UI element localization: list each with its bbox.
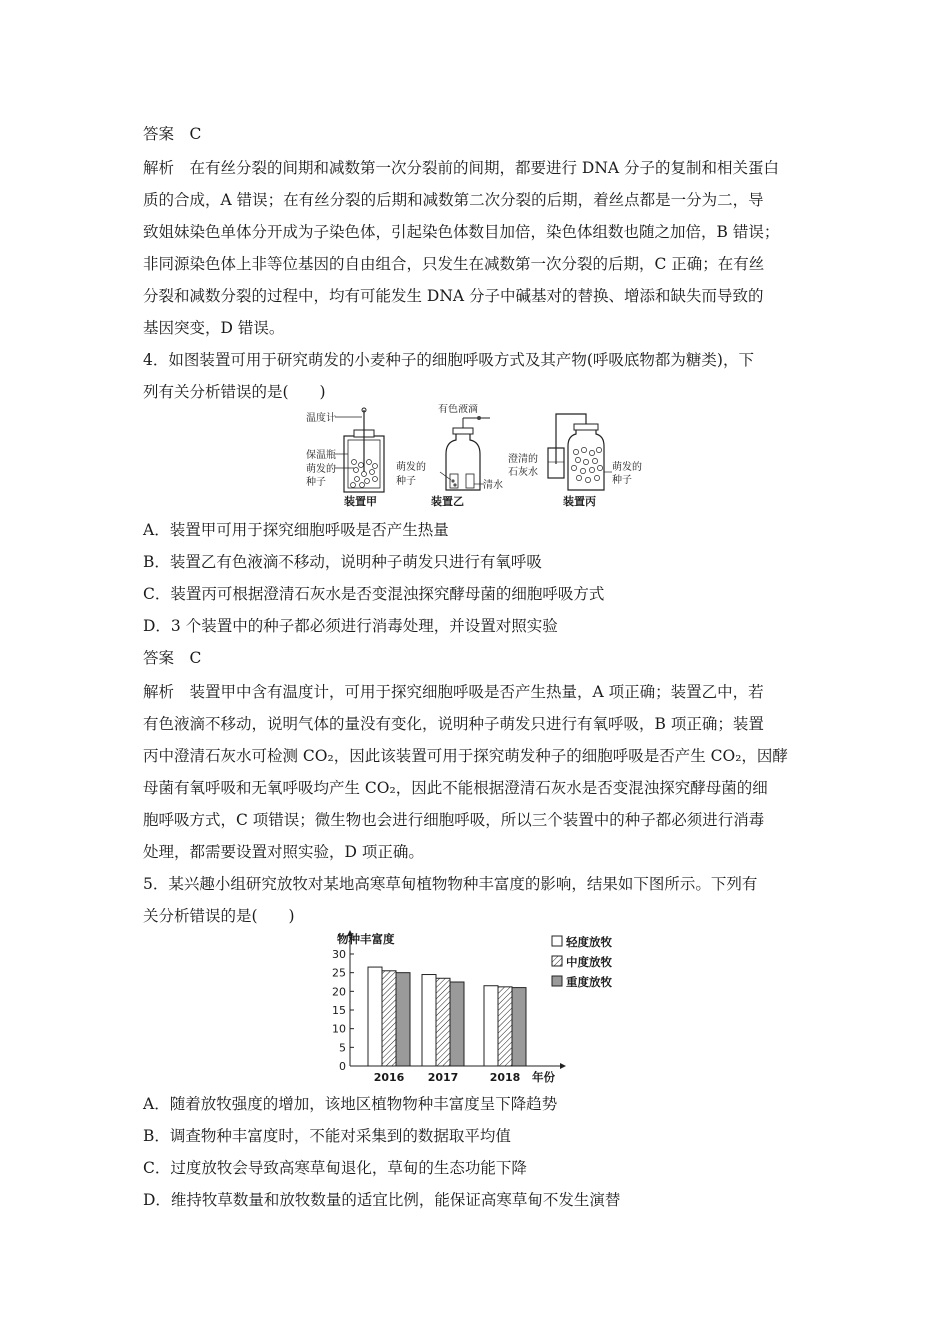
analysis-line: 基因突变，D 错误。: [143, 319, 285, 337]
analysis-line: 有色液滴不移动，说明气体的量没有变化，说明种子萌发只进行有氧呼吸，B 项正确；装置: [143, 715, 764, 733]
y-axis-label: 物种丰富度: [337, 932, 395, 946]
seeds-label: 萌发的: [306, 464, 336, 475]
legend-swatch: [552, 976, 562, 986]
bar-2016-0: [368, 967, 382, 1066]
y-tick-label: 20: [332, 985, 346, 999]
question-stem: 关分析错误的是( ): [143, 907, 295, 925]
analysis-line: 胞呼吸方式，C 项错误；微生物也会进行细胞呼吸，所以三个装置中的种子都必须进行消毒: [143, 811, 765, 829]
x-tick-label: 2016: [373, 1071, 405, 1084]
option-a: A．装置甲可用于探究细胞呼吸是否产生热量: [143, 521, 449, 539]
bar-2018-1: [498, 987, 512, 1066]
bar-2018-0: [484, 986, 498, 1066]
analysis-line: 致姐妹染色单体分开成为子染色体，引起染色体数目加倍，染色体组数也随之加倍，B 错误；: [143, 223, 780, 241]
seeds-label: 种子: [612, 475, 632, 486]
device-c-label: 装置丙: [563, 495, 596, 508]
legend-label: 中度放牧: [566, 955, 612, 969]
option-c: C．装置丙可根据澄清石灰水是否变混浊探究酵母菌的细胞呼吸方式: [143, 585, 605, 603]
bar-2016-1: [382, 971, 396, 1066]
question-stem: 4．如图装置可用于研究萌发的小麦种子的细胞呼吸方式及其产物(呼吸底物都为糖类)，下: [143, 351, 754, 369]
richness-bar-chart: [320, 928, 630, 1084]
bar-2016-2: [396, 973, 410, 1066]
device-a: [306, 408, 384, 508]
y-tick-label: 25: [332, 966, 346, 980]
option-d: D．维持牧草数量和放牧数量的适宜比例，能保证高寒草甸不发生演替: [143, 1191, 621, 1209]
device-b-label: 装置乙: [431, 495, 464, 508]
bar-2017-2: [450, 982, 464, 1066]
y-tick-label: 15: [332, 1004, 346, 1017]
option-d: D．3 个装置中的种子都必须进行消毒处理，并设置对照实验: [143, 617, 558, 635]
analysis-line: 质的合成，A 错误；在有丝分裂的后期和减数第二次分裂的后期，着丝点都是一分为二，导: [143, 191, 764, 209]
analysis-line: 非同源染色体上非等位基因的自由组合，只发生在减数第一次分裂的后期，C 正确；在有丝: [143, 255, 765, 273]
analysis-line: 解析 装置甲中含有温度计，可用于探究细胞呼吸是否产生热量，A 项正确；装置乙中，若: [143, 683, 764, 701]
x-axis-arrow: [560, 1063, 566, 1069]
seeds-label: 萌发的: [396, 462, 426, 473]
answer-line: 答案 C: [143, 649, 202, 667]
y-tick-label: 0: [339, 1060, 346, 1073]
clear-water-label: 清水: [483, 480, 503, 491]
option-b: B．调查物种丰富度时，不能对采集到的数据取平均值: [143, 1127, 511, 1145]
option-b: B．装置乙有色液滴不移动，说明种子萌发只进行有氧呼吸: [143, 553, 542, 571]
answer-line: 答案 C: [143, 125, 202, 143]
y-tick-label: 10: [332, 1022, 346, 1036]
analysis-line: 丙中澄清石灰水可检测 CO₂，因此该装置可用于探究萌发种子的细胞呼吸是否产生 CO₂，因酵: [143, 747, 788, 765]
question-stem: 5．某兴趣小组研究放牧对某地高寒草甸植物物种丰富度的影响，结果如下图所示。下列有: [143, 875, 758, 893]
analysis-line: 分裂和减数分裂的过程中，均有可能发生 DNA 分子中碱基对的替换、增添和缺失而导致的: [143, 287, 764, 305]
seeds-label: 种子: [396, 476, 416, 487]
colored-drop-label: 有色液滴: [438, 404, 478, 415]
analysis-line: 处理，都需要设置对照实验，D 项正确。: [143, 843, 424, 861]
x-tick-label: 2018: [489, 1071, 521, 1084]
analysis-line: 母菌有氧呼吸和无氧呼吸均产生 CO₂，因此不能根据澄清石灰水是否变混浊探究酵母菌的细: [143, 779, 768, 797]
bar-2018-2: [512, 988, 526, 1066]
thermos-label: 保温瓶: [306, 450, 336, 461]
legend-swatch: [552, 956, 562, 966]
limewater-label: 澄清的: [508, 454, 538, 465]
apparatus-figure: [298, 404, 658, 512]
analysis-line: 解析 在有丝分裂的间期和减数第一次分裂前的间期，都要进行 DNA 分子的复制和相关蛋白: [143, 159, 780, 177]
bar-2017-0: [422, 975, 436, 1066]
legend-swatch: [552, 936, 562, 946]
x-tick-label: 2017: [427, 1071, 459, 1084]
option-a: A．随着放牧强度的增加，该地区植物物种丰富度呈下降趋势: [143, 1095, 558, 1113]
x-axis-label: 年份: [532, 1070, 555, 1084]
y-tick-label: 30: [332, 948, 346, 961]
device-c: [508, 414, 642, 508]
device-a-label: 装置甲: [344, 495, 377, 508]
seeds-label: 种子: [306, 477, 326, 488]
thermometer-label: 温度计: [306, 413, 336, 424]
option-c: C．过度放牧会导致高寒草甸退化，草甸的生态功能下降: [143, 1159, 527, 1177]
seeds-label: 萌发的: [612, 462, 642, 473]
legend-label: 重度放牧: [566, 975, 612, 989]
limewater-label: 石灰水: [508, 467, 538, 478]
bar-2017-1: [436, 978, 450, 1066]
question-stem: 列有关分析错误的是( ): [143, 383, 326, 401]
y-tick-label: 5: [339, 1041, 346, 1055]
device-b: [396, 404, 503, 508]
legend-label: 轻度放牧: [566, 935, 612, 949]
